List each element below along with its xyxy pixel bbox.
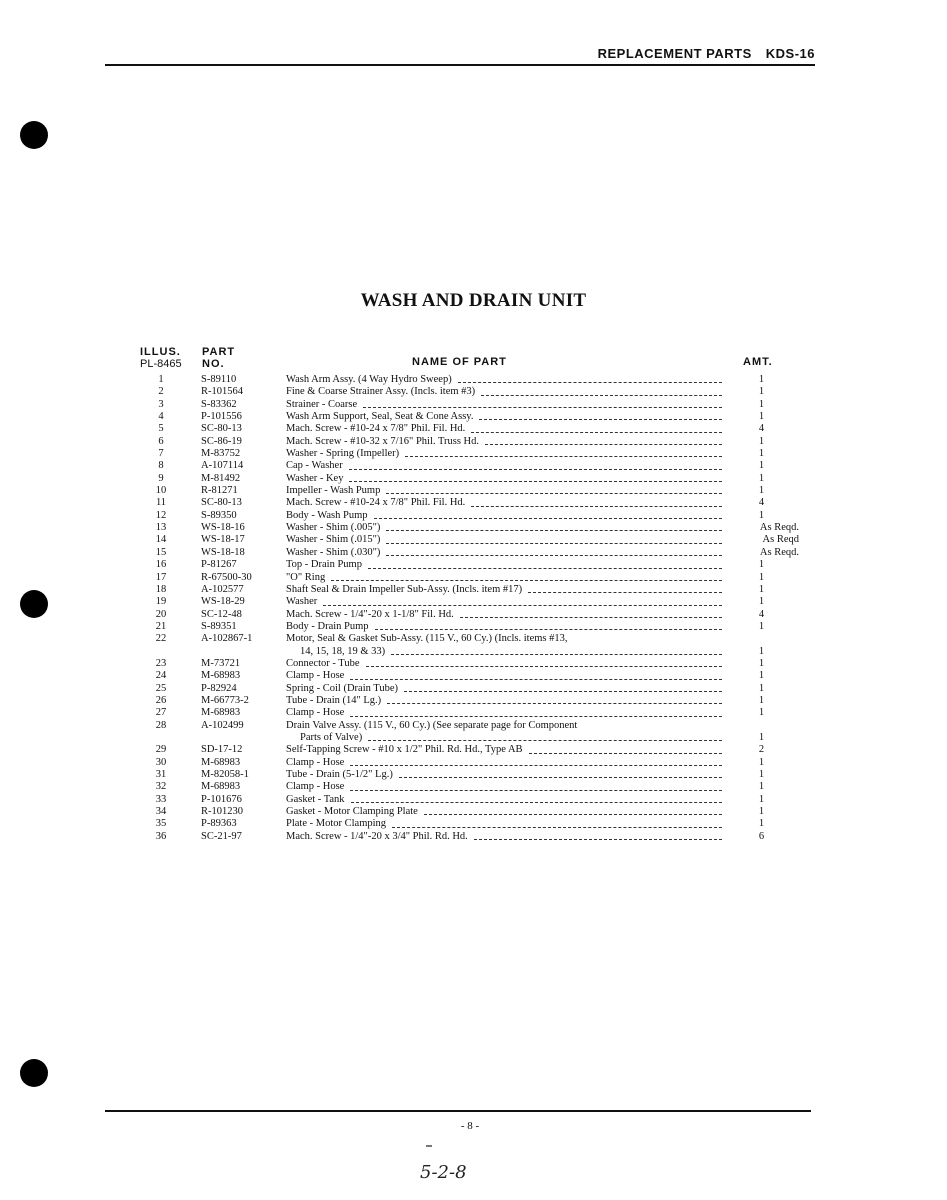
illus-number: 30 — [155, 756, 167, 768]
part-name-cell — [286, 695, 724, 707]
part-name-cell — [286, 818, 724, 830]
dot-leader — [366, 666, 723, 667]
illus-number: 8 — [158, 460, 164, 472]
part-name-cell — [286, 497, 724, 509]
illus-number: 35 — [155, 818, 167, 830]
part-number: SC-80-13 — [201, 497, 242, 509]
table-row — [135, 818, 785, 830]
part-number: R-67500-30 — [201, 571, 252, 583]
amount: 1 — [758, 472, 765, 484]
part-name: Washer — [286, 596, 318, 608]
part-number: M-68983 — [201, 707, 241, 719]
amount: 2 — [758, 744, 765, 756]
illus-number: 21 — [155, 620, 167, 632]
illus-number: 5 — [158, 423, 164, 435]
table-row — [135, 411, 785, 423]
part-number: M-83752 — [201, 448, 241, 460]
col-illus-line1: ILLUS. — [140, 346, 181, 358]
illus-number: 25 — [155, 682, 167, 694]
part-name-cell — [286, 596, 724, 608]
dot-leader — [386, 555, 722, 556]
table-row — [135, 572, 785, 584]
amount: As Reqd — [762, 534, 799, 546]
table-row — [135, 744, 785, 756]
col-amt-header: AMT. — [743, 356, 773, 368]
amount: 1 — [758, 620, 765, 632]
table-row — [135, 399, 785, 411]
part-name: Shaft Seal & Drain Impeller Sub-Assy. (Incls. item #17) — [286, 583, 523, 595]
part-number: M-68983 — [201, 756, 241, 768]
illus-number: 15 — [155, 546, 167, 558]
illus-number: 9 — [158, 472, 164, 484]
part-name-cell — [286, 670, 724, 682]
part-number: P-82924 — [201, 682, 237, 694]
part-number: SD-17-12 — [201, 744, 243, 756]
amount: As Reqd. — [759, 546, 799, 558]
dot-leader — [471, 432, 722, 433]
part-name: Drain Valve Assy. (115 V., 60 Cy.) (See separate page for Component — [286, 719, 578, 731]
part-number: M-68983 — [201, 781, 241, 793]
illus-number: 24 — [155, 670, 167, 682]
part-name-cell — [286, 609, 724, 621]
dot-leader — [368, 740, 722, 741]
dot-leader — [391, 654, 722, 655]
dot-leader — [474, 839, 722, 840]
part-number: R-101230 — [201, 806, 243, 818]
illus-number: 2 — [158, 386, 164, 398]
part-name: Washer - Shim (.030") — [286, 546, 381, 558]
amount: 1 — [758, 657, 765, 669]
part-number: P-89363 — [201, 818, 237, 830]
dot-leader — [387, 703, 722, 704]
amount: 1 — [758, 781, 765, 793]
col-name-header: NAME OF PART — [412, 356, 507, 368]
amount: 1 — [758, 509, 765, 521]
part-number: R-101564 — [201, 386, 243, 398]
illus-number: 12 — [155, 509, 167, 521]
amount: 1 — [758, 694, 765, 706]
part-name: "O" Ring — [286, 571, 326, 583]
part-name-cell — [286, 374, 724, 386]
amount: 1 — [758, 756, 765, 768]
part-number: R-81271 — [201, 485, 238, 497]
part-name: Motor, Seal & Gasket Sub-Assy. (115 V., 60 Cy.) (Incls. items #13, — [286, 633, 568, 645]
table-row — [135, 584, 785, 596]
amount: 1 — [758, 793, 765, 805]
illus-number: 29 — [155, 744, 167, 756]
part-name: Mach. Screw - #10-24 x 7/8" Phil. Fil. Hd. — [286, 423, 466, 435]
part-name-continued: 14, 15, 18, 19 & 33) — [300, 645, 386, 657]
part-number: S-83362 — [201, 398, 237, 410]
amount: 1 — [758, 485, 765, 497]
part-name-cell — [286, 572, 724, 584]
part-number: WS-18-29 — [201, 596, 245, 608]
table-row — [135, 670, 785, 682]
illus-number: 20 — [155, 608, 167, 620]
col-illus-header — [140, 346, 182, 370]
handwritten-note: 5-2-8 — [420, 1162, 467, 1183]
table-row — [135, 497, 785, 509]
footer-rule — [105, 1110, 811, 1112]
amount: 1 — [758, 571, 765, 583]
table-row — [135, 683, 785, 695]
part-name-cell — [286, 522, 724, 534]
part-name-cell — [286, 386, 724, 398]
page-title: WASH AND DRAIN UNIT — [360, 290, 587, 311]
table-row — [135, 423, 785, 435]
amount: 1 — [758, 818, 765, 830]
dot-leader — [349, 469, 722, 470]
part-name: Washer - Key — [286, 472, 344, 484]
part-name: Plate - Motor Clamping — [286, 818, 387, 830]
part-number: M-73721 — [201, 657, 241, 669]
amount: 1 — [758, 386, 765, 398]
part-name-continued: Parts of Valve) — [300, 731, 363, 743]
scan-speck — [426, 1145, 432, 1147]
part-name: Body - Wash Pump — [286, 509, 368, 521]
part-number: A-102577 — [201, 583, 244, 595]
part-number: A-102499 — [201, 719, 244, 731]
table-row — [135, 806, 785, 818]
table-row — [135, 621, 785, 633]
dot-leader — [392, 827, 722, 828]
part-name: Washer - Shim (.015") — [286, 534, 381, 546]
illus-number: 3 — [158, 398, 164, 410]
part-name: Strainer - Coarse — [286, 398, 358, 410]
table-row — [135, 436, 785, 448]
col-part-header — [202, 346, 235, 370]
dot-leader — [529, 753, 722, 754]
table-row — [135, 695, 785, 707]
table-row — [135, 473, 785, 485]
amount: 1 — [758, 707, 765, 719]
part-number: SC-80-13 — [201, 423, 242, 435]
part-name: Clamp - Hose — [286, 670, 345, 682]
dot-leader — [460, 617, 722, 618]
part-name: Mach. Screw - #10-24 x 7/8" Phil. Fil. Hd. — [286, 497, 466, 509]
table-row — [135, 374, 785, 386]
parts-table — [135, 374, 799, 843]
amount: 4 — [758, 423, 765, 435]
table-row — [135, 831, 785, 843]
col-illus-line2: PL-8465 — [140, 358, 182, 370]
punch-hole-middle — [20, 590, 48, 618]
part-name-cell — [286, 399, 724, 411]
part-number: SC-21-97 — [201, 830, 242, 842]
dot-leader — [479, 419, 722, 420]
part-name-cell — [286, 744, 724, 756]
part-number: M-82058-1 — [201, 769, 249, 780]
dot-leader — [405, 456, 722, 457]
part-number: M-68983 — [201, 670, 241, 682]
part-name-cell — [286, 448, 724, 460]
part-number: S-89110 — [201, 374, 237, 385]
part-name-cell — [286, 547, 724, 559]
part-name-cell — [286, 720, 724, 745]
part-name-cell — [286, 473, 724, 485]
part-number: P-101676 — [201, 793, 242, 805]
header-model: KDS-16 — [765, 46, 815, 61]
table-row — [135, 633, 785, 658]
header-section: REPLACEMENT PARTS — [597, 46, 752, 61]
part-name: Mach. Screw - 1/4"-20 x 3/4" Phil. Rd. Hd. — [286, 830, 468, 842]
part-name: Wash Arm Support, Seal, Seat & Cone Assy. — [286, 411, 474, 423]
illus-number: 17 — [155, 571, 167, 583]
dot-leader — [458, 382, 722, 383]
part-name: Body - Drain Pump — [286, 620, 369, 632]
illus-number: 6 — [158, 435, 164, 447]
part-name-cell — [286, 781, 724, 793]
illus-number: 11 — [155, 497, 167, 509]
table-row — [135, 609, 785, 621]
illus-number: 22 — [155, 633, 167, 645]
part-name: Tube - Drain (14" Lg.) — [286, 694, 382, 706]
illus-number: 19 — [155, 596, 167, 608]
part-name-cell — [286, 794, 724, 806]
illus-number: 4 — [158, 411, 164, 423]
part-number: M-81492 — [201, 472, 241, 484]
table-row — [135, 757, 785, 769]
table-row — [135, 510, 785, 522]
amount: 1 — [758, 435, 765, 447]
amount: 1 — [758, 398, 765, 410]
dot-leader — [349, 481, 722, 482]
part-name-cell — [286, 534, 724, 546]
dot-leader — [374, 518, 722, 519]
dot-leader — [528, 592, 722, 593]
part-number: WS-18-17 — [201, 534, 245, 546]
part-name-cell — [286, 559, 724, 571]
amount: 1 — [758, 559, 765, 571]
part-name: Impeller - Wash Pump — [286, 485, 381, 497]
col-part-line1: PART — [202, 346, 236, 358]
part-name: Clamp - Hose — [286, 756, 345, 768]
part-name: Washer - Shim (.005") — [286, 522, 381, 534]
illus-number: 7 — [158, 448, 164, 460]
part-name: Tube - Drain (5-1/2" Lg.) — [286, 769, 393, 780]
part-name: Top - Drain Pump — [286, 559, 362, 571]
dot-leader — [386, 543, 722, 544]
table-row — [135, 534, 799, 546]
part-number: P-81267 — [201, 559, 237, 571]
illus-number: 33 — [155, 793, 167, 805]
amount: 1 — [758, 411, 765, 423]
part-number: SC-12-48 — [201, 608, 242, 620]
illus-number: 34 — [155, 806, 167, 818]
table-row — [135, 596, 785, 608]
table-row — [135, 460, 785, 472]
punch-hole-bottom — [20, 1059, 48, 1087]
part-name: Washer - Spring (Impeller) — [286, 448, 400, 460]
part-name: Clamp - Hose — [286, 781, 345, 793]
part-name: Self-Tapping Screw - #10 x 1/2" Phil. Rd. Hd., Type AB — [286, 744, 523, 756]
amount: 6 — [758, 830, 765, 842]
part-name: Mach. Screw - #10-32 x 7/16" Phil. Truss Hd. — [286, 435, 479, 447]
dot-leader — [350, 679, 722, 680]
page-header — [560, 46, 815, 61]
part-name-cell — [286, 584, 724, 596]
amount: 1 — [758, 682, 765, 694]
illus-number: 18 — [155, 583, 167, 595]
part-number: P-101556 — [201, 411, 242, 423]
table-row — [135, 559, 785, 571]
part-name-cell — [286, 633, 724, 658]
dot-leader — [331, 580, 722, 581]
amount: 1 — [758, 806, 765, 818]
table-row — [135, 448, 785, 460]
part-name-cell — [286, 707, 724, 719]
illus-number: 36 — [155, 830, 167, 842]
illus-number: 28 — [155, 719, 167, 731]
amount: 1 — [758, 596, 765, 608]
part-name: Gasket - Motor Clamping Plate — [286, 806, 418, 818]
amount: 1 — [758, 374, 765, 385]
part-name: Clamp - Hose — [286, 707, 345, 719]
illus-number: 32 — [155, 781, 167, 793]
part-number: WS-18-18 — [201, 546, 245, 558]
dot-leader — [363, 407, 722, 408]
table-row — [135, 720, 785, 745]
part-name: Mach. Screw - 1/4"-20 x 1-1/8" Fil. Hd. — [286, 608, 454, 620]
amount: 1 — [758, 731, 765, 743]
table-row — [135, 485, 785, 497]
dot-leader — [386, 493, 722, 494]
dot-leader — [350, 765, 722, 766]
part-name-cell — [286, 460, 724, 472]
part-name: Spring - Coil (Drain Tube) — [286, 682, 399, 694]
part-name: Gasket - Tank — [286, 793, 345, 805]
part-number: S-89351 — [201, 620, 237, 632]
illus-number: 27 — [155, 707, 167, 719]
illus-number: 31 — [155, 769, 167, 780]
part-name-cell — [286, 806, 724, 818]
dot-leader — [351, 802, 722, 803]
part-name-cell — [286, 621, 724, 633]
part-name: Wash Arm Assy. (4 Way Hydro Sweep) — [286, 374, 452, 385]
dot-leader — [386, 530, 722, 531]
part-name-cell — [286, 423, 724, 435]
dot-leader — [350, 716, 722, 717]
illus-number: 23 — [155, 657, 167, 669]
dot-leader — [471, 506, 722, 507]
amount: 4 — [758, 497, 765, 509]
part-name-cell — [286, 757, 724, 769]
table-row — [135, 658, 785, 670]
dot-leader — [375, 629, 722, 630]
dot-leader — [424, 814, 722, 815]
dot-leader — [323, 605, 722, 606]
table-row — [135, 386, 785, 398]
part-name: Connector - Tube — [286, 657, 360, 669]
part-name-cell — [286, 831, 724, 843]
dot-leader — [350, 790, 722, 791]
table-row — [135, 769, 785, 781]
part-name: Cap - Washer — [286, 460, 343, 472]
amount: 1 — [758, 670, 765, 682]
amount: 1 — [758, 583, 765, 595]
table-row — [135, 707, 785, 719]
part-name: Fine & Coarse Strainer Assy. (Incls. item #3) — [286, 386, 476, 398]
part-number: SC-86-19 — [201, 435, 242, 447]
table-row — [135, 781, 785, 793]
header-rule — [105, 64, 815, 66]
part-name-cell — [286, 658, 724, 670]
page-number: - 8 - — [460, 1120, 480, 1132]
illus-number: 16 — [155, 559, 167, 571]
illus-number: 13 — [155, 522, 167, 534]
table-row — [135, 546, 799, 559]
part-name-cell — [286, 485, 724, 497]
table-row — [135, 794, 785, 806]
part-number: A-107114 — [201, 460, 244, 472]
col-part-line2: NO. — [202, 358, 225, 370]
part-name-cell — [286, 411, 724, 423]
amount: 1 — [758, 645, 765, 657]
part-name-cell — [286, 510, 724, 522]
part-name-cell — [286, 769, 724, 781]
illus-number: 26 — [155, 694, 167, 706]
dot-leader — [368, 568, 722, 569]
part-name-cell — [286, 436, 724, 448]
dot-leader — [404, 691, 722, 692]
illus-number: 1 — [158, 374, 164, 385]
amount: 1 — [758, 460, 765, 472]
part-number: WS-18-16 — [201, 522, 245, 534]
dot-leader — [481, 395, 722, 396]
punch-hole-top — [20, 121, 48, 149]
part-number: A-102867-1 — [201, 633, 253, 645]
table-row — [135, 522, 799, 534]
illus-number: 14 — [155, 534, 167, 546]
illus-number: 10 — [155, 485, 167, 497]
part-name-cell — [286, 683, 724, 695]
part-number: M-66773-2 — [201, 694, 249, 706]
dot-leader — [485, 444, 722, 445]
amount: 4 — [758, 608, 765, 620]
amount: As Reqd. — [759, 522, 799, 534]
amount: 1 — [758, 769, 765, 780]
dot-leader — [399, 777, 722, 778]
part-number: S-89350 — [201, 509, 237, 521]
amount: 1 — [758, 448, 765, 460]
